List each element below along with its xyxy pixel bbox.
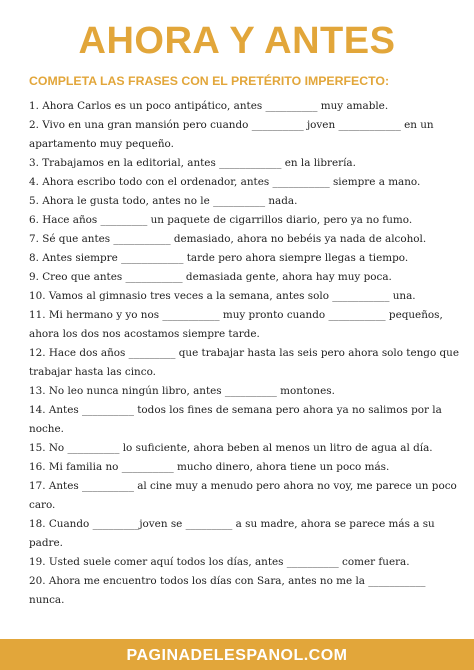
exercise-item-17: 17. Antes __________ al cine muy a menudo pero ahora no voy, me parece un poco caro. (29, 480, 457, 511)
exercise-item-16: 16. Mi familia no __________ mucho dinero, ahora tiene un poco más. (29, 461, 390, 473)
exercise-item-18: 18. Cuando _________joven se _________ a su madre, ahora se parece más a su padre. (29, 518, 435, 549)
page-title: AHORA Y ANTES (78, 20, 396, 62)
exercise-item-12: 12. Hace dos años _________ que trabajar hasta las seis pero ahora solo tengo que trabajar hasta las cinco. (29, 347, 460, 378)
exercise-item-2: 2. Vivo en una gran mansión pero cuando __________ joven ____________ en un apartamento muy pequeño. (29, 119, 434, 150)
exercise-item-13: 13. No leo nunca ningún libro, antes __________ montones. (29, 385, 335, 397)
exercise-item-9: 9. Creo que antes ___________ demasiada gente, ahora hay muy poca. (29, 271, 392, 283)
footer-website: PAGINADELESPANOL.COM (126, 647, 348, 664)
exercise-item-11: 11. Mi hermano y yo nos ___________ muy pronto cuando ___________ pequeños, ahora los dos nos acostamos siempre tarde. (29, 309, 443, 340)
instructions-heading: COMPLETA LAS FRASES CON EL PRETÉRITO IMPERFECTO: (29, 74, 390, 88)
exercise-item-6: 6. Hace años _________ un paquete de cigarrillos diario, pero ya no fumo. (29, 214, 413, 226)
exercise-item-1: 1. Ahora Carlos es un poco antipático, antes __________ muy amable. (29, 100, 389, 112)
exercise-item-14: 14. Antes __________ todos los fines de semana pero ahora ya no salimos por la noche. (29, 404, 442, 435)
exercise-item-20: 20. Ahora me encuentro todos los días con Sara, antes no me la ___________ nunca. (29, 575, 426, 606)
exercise-item-15: 15. No __________ lo suficiente, ahora beben al menos un litro de agua al día. (29, 442, 433, 454)
exercise-item-10: 10. Vamos al gimnasio tres veces a la semana, antes solo ___________ una. (29, 290, 416, 302)
exercise-list (29, 97, 459, 610)
exercise-item-3: 3. Trabajamos en la editorial, antes ____________ en la librería. (29, 157, 356, 169)
exercise-item-4: 4. Ahora escribo todo con el ordenador, antes ___________ siempre a mano. (29, 176, 421, 188)
footer-bar (0, 639, 474, 670)
exercise-item-19: 19. Usted suele comer aquí todos los días, antes __________ comer fuera. (29, 556, 410, 568)
exercise-item-7: 7. Sé que antes ___________ demasiado, ahora no bebéis ya nada de alcohol. (29, 233, 427, 245)
exercise-item-5: 5. Ahora le gusta todo, antes no le __________ nada. (29, 195, 298, 207)
exercise-item-8: 8. Antes siempre ____________ tarde pero ahora siempre llegas a tiempo. (29, 252, 409, 264)
